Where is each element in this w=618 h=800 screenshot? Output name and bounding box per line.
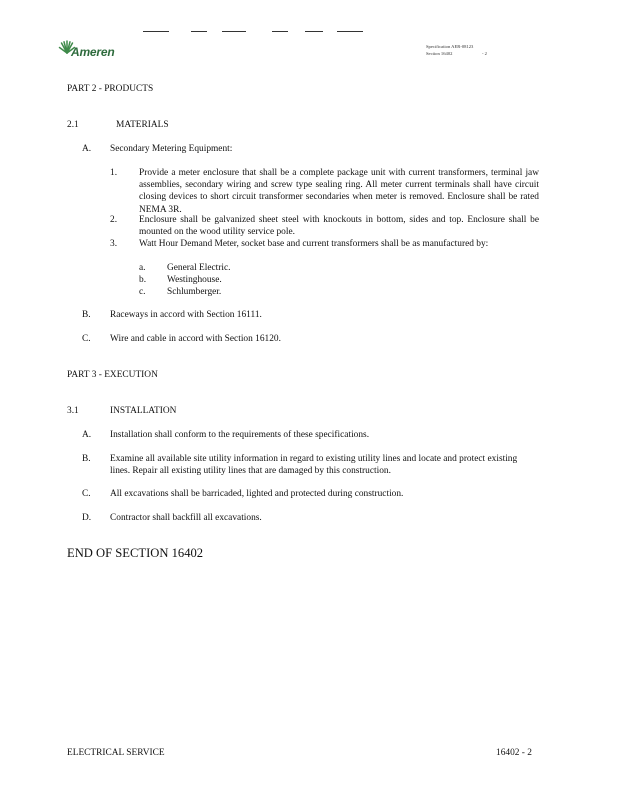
exec-item-label: D. bbox=[82, 513, 92, 523]
subitem-1-text: Provide a meter enclosure that shall be a complete package unit with current transformers, terminal jaw assemblies, secondary wiring and screw type sealing ring. All meter current terminals shall have circuit closing devices to short circuit transformer secondaries when meter is removed. Enclosure shall be rated NEMA 3R. bbox=[139, 168, 539, 215]
item-b-text: Raceways in accord with Section 16111. bbox=[110, 310, 262, 320]
exec-item-label: B. bbox=[82, 454, 91, 464]
manufacturer-letter: c. bbox=[139, 287, 146, 297]
header-rule-segment bbox=[191, 31, 207, 32]
section-3-1-number: 3.1 bbox=[67, 406, 79, 416]
header-rule-segment bbox=[305, 31, 323, 32]
header-rule-segment bbox=[143, 31, 169, 32]
part3-heading: PART 3 - EXECUTION bbox=[67, 370, 158, 380]
subitem-2-text: Enclosure shall be galvanized sheet steel with knockouts in bottom, sides and top. Enclosure shall be mounted on the wood utility service pole. bbox=[139, 215, 539, 238]
subitem-3-text: Watt Hour Demand Meter, socket base and current transformers shall be as manufactured by: bbox=[139, 239, 489, 249]
exec-item-text: All excavations shall be barricaded, lighted and protected during construction. bbox=[110, 489, 404, 499]
subitem-1-number: 1. bbox=[110, 168, 118, 178]
manufacturer-letter: b. bbox=[139, 275, 147, 285]
subitem-2-number: 2. bbox=[110, 215, 118, 225]
part2-heading: PART 2 - PRODUCTS bbox=[67, 84, 154, 94]
end-of-section: END OF SECTION 16402 bbox=[67, 546, 204, 560]
manufacturer-name: Westinghouse. bbox=[167, 275, 222, 285]
header-rule-segment bbox=[272, 31, 288, 32]
header-page-number: - 2 bbox=[482, 51, 487, 56]
section-number: Section 16402 bbox=[426, 51, 453, 56]
logo-text: Ameren bbox=[71, 45, 115, 59]
ameren-logo bbox=[58, 38, 128, 60]
exec-item-text: Examine all available site utility information in regard to existing utility lines and locate and protect existing lines. Repair all existing utility lines that are damaged by this construction. bbox=[110, 454, 518, 477]
manufacturer-name: Schlumberger. bbox=[167, 287, 222, 297]
item-c-label: C. bbox=[82, 334, 91, 344]
manufacturer-name: General Electric. bbox=[167, 263, 231, 273]
header-rule-segment bbox=[337, 31, 363, 32]
section-3-1-title: INSTALLATION bbox=[110, 406, 177, 416]
header-rule-segment bbox=[222, 31, 246, 32]
exec-item-text: Contractor shall backfill all excavations. bbox=[110, 513, 262, 523]
footer-title: ELECTRICAL SERVICE bbox=[67, 748, 165, 758]
footer-page-number: 16402 - 2 bbox=[496, 748, 532, 758]
exec-item-text: Installation shall conform to the requirements of these specifications. bbox=[110, 430, 370, 440]
section-2-1-title: MATERIALS bbox=[116, 120, 169, 130]
item-b-label: B. bbox=[82, 310, 91, 320]
exec-item-label: A. bbox=[82, 430, 92, 440]
item-a-text: Secondary Metering Equipment: bbox=[110, 144, 233, 154]
section-2-1-number: 2.1 bbox=[67, 120, 79, 130]
subitem-3-number: 3. bbox=[110, 239, 118, 249]
manufacturer-letter: a. bbox=[139, 263, 146, 273]
exec-item-label: C. bbox=[82, 489, 91, 499]
item-c-text: Wire and cable in accord with Section 16120. bbox=[110, 334, 281, 344]
item-a-label: A. bbox=[82, 144, 92, 154]
spec-number: Specification AER-08123 bbox=[426, 44, 474, 49]
